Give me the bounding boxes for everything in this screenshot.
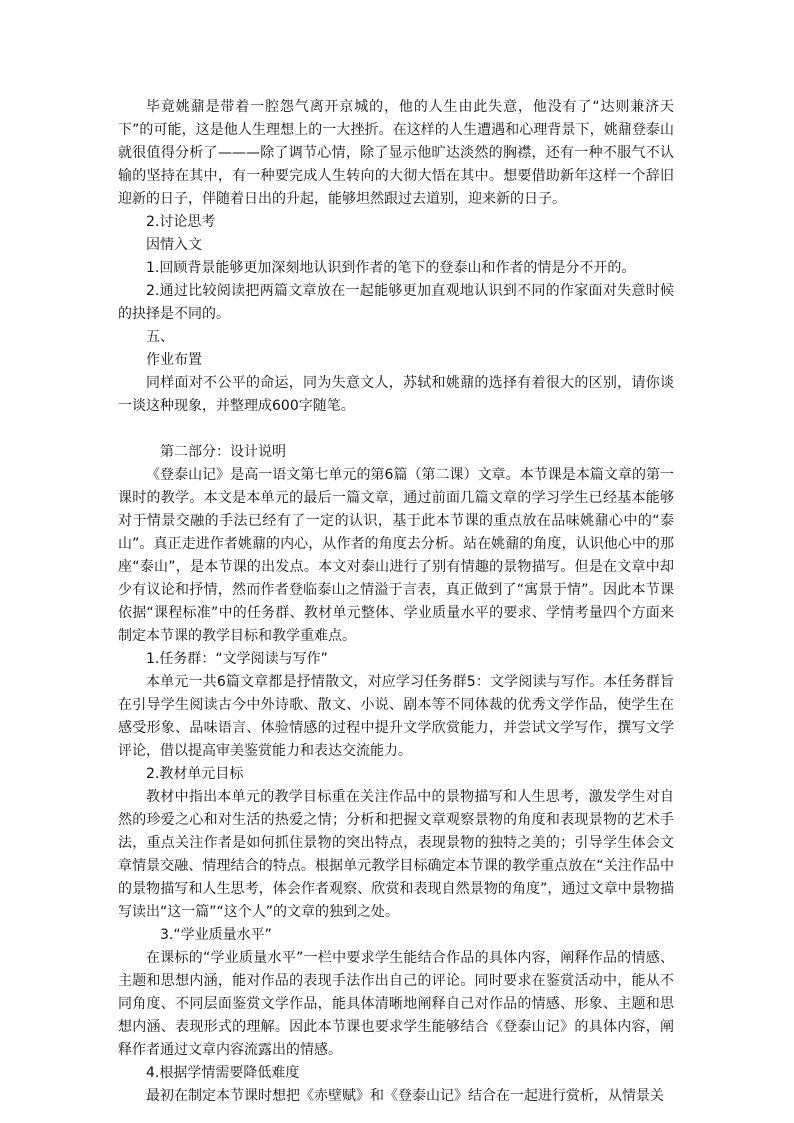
learner-text: 最初在制定本节课时想把《赤壁赋》和《登泰山记》结合在一起进行赏析，从情景关 — [146, 1088, 664, 1104]
paragraph-design-intro: 《登泰山记》是高一语文第七单元的第6篇（第二课）文章。本节课是本篇文章的第一课时的教学。本文是本单元的最后一篇文章，通过前面几篇文章的学习学生已经基本能够对于情景交融的手法已经有了一定的认识，基于此本节课的重点放在品味姚鼐心中的“泰山”。真正走进作者姚鼐的内心，从作者的角度去分析。站在姚鼐的角度，认识他心中的那座“泰山”，是本节课的出发点。本文对泰山进行了别有情趣的景物描写。但是在文章中却少有议论和抒情，然而作者登临泰山之情溢于言表，真正做到了“寓景于情”。因此本节课依据“课程标准”中的任务群、教材单元整体、学业质量水平的要求、学情考量四个方面来制定本节课的教学目标和教学重难点。 — [118, 467, 674, 644]
discuss-subheading: 因情入文 — [146, 237, 202, 253]
homework-text: 同样面对不公平的命运，同为失意文人，苏轼和姚鼐的选择有着很大的区别，请你谈一谈这种现象，并整理成600字随笔。 — [118, 375, 674, 414]
discuss-heading: 2.讨论思考 — [146, 214, 216, 230]
unit-goal-heading: 2.教材单元目标 — [146, 766, 244, 782]
discuss-point-1: 1.回顾背景能够更加深刻地认识到作者的笔下的登泰山和作者的情是分不开的。 — [146, 260, 636, 276]
section-five-heading: 五、 — [146, 329, 174, 345]
blank-line — [118, 418, 674, 441]
part-two-heading: 第二部分：设计说明 — [160, 444, 286, 460]
homework-heading: 作业布置 — [146, 352, 202, 368]
paragraph-yao-nai-background: 毕竟姚鼐是带着一腔怨气离开京城的，他的人生由此失意，他没有了“达则兼济天下”的可能，这是他人生理想上的一大挫折。在这样的人生遭遇和心理背景下，姚鼐登泰山就很值得分析了———除了调节心情，除了显示他旷达淡然的胸襟，还有一种不服气不认输的坚持在其中，有一种要完成人生转向的大彻大悟在其中。想要借助新年这样一个辞旧迎新的日子，伴随着日出的升起，能够坦然跟过去道别，迎来新的日子。 — [118, 99, 674, 207]
discuss-point-2: 2.通过比较阅读把两篇文章放在一起能够更加直观地认识到不同的作家面对失意时候的抉择是不同的。 — [118, 283, 674, 322]
task-group-heading: 1.任务群：“文学阅读与写作” — [146, 651, 328, 667]
unit-goal-text: 教材中指出本单元的教学目标重在关注作品中的景物描写和人生思考，激发学生对自然的珍爱之心和对生活的热爱之情；分析和把握文章观察景物的角度和表现景物的艺术手法，重点关注作者是如何抓住景物的突出特点，表现景物的独特之美的；引导学生体会文章情景交融、情理结合的特点。根据单元教学目标确定本节课的教学重点放在“关注作品中的景物描写和人生思考，体会作者观察、欣赏和表现自然景物的角度”，通过文章中景物描写读出“这一篇”“这个人”的文章的独到之处。 — [118, 789, 674, 920]
task-group-text: 本单元一共6篇文章都是抒情散文，对应学习任务群5：文学阅读与写作。本任务群旨在引导学生阅读古今中外诗歌、散文、小说、剧本等不同体裁的优秀文学作品，使学生在感受形象、品味语言、体验情感的过程中提升文学欣赏能力，并尝试文学写作，撰写文学评论，借以提高审美鉴赏能力和表达交流能力。 — [118, 674, 674, 759]
quality-level-heading: 3.“学业质量水平” — [160, 927, 272, 943]
learner-heading: 4.根据学情需要降低难度 — [146, 1065, 300, 1081]
quality-level-text: 在课标的“学业质量水平”一栏中要求学生能结合作品的具体内容，阐释作品的情感、主题和思想内涵，能对作品的表现手法作出自己的评论。同时要求在鉴赏活动中，能从不同角度、不同层面鉴赏文学作品，能具体清晰地阐释自己对作品的情感、形象、主题和思想内涵、表现形式的理解。因此本节课也要求学生能够结合《登泰山记》的具体内容，阐释作者通过文章内容流露出的情感。 — [118, 950, 674, 1058]
